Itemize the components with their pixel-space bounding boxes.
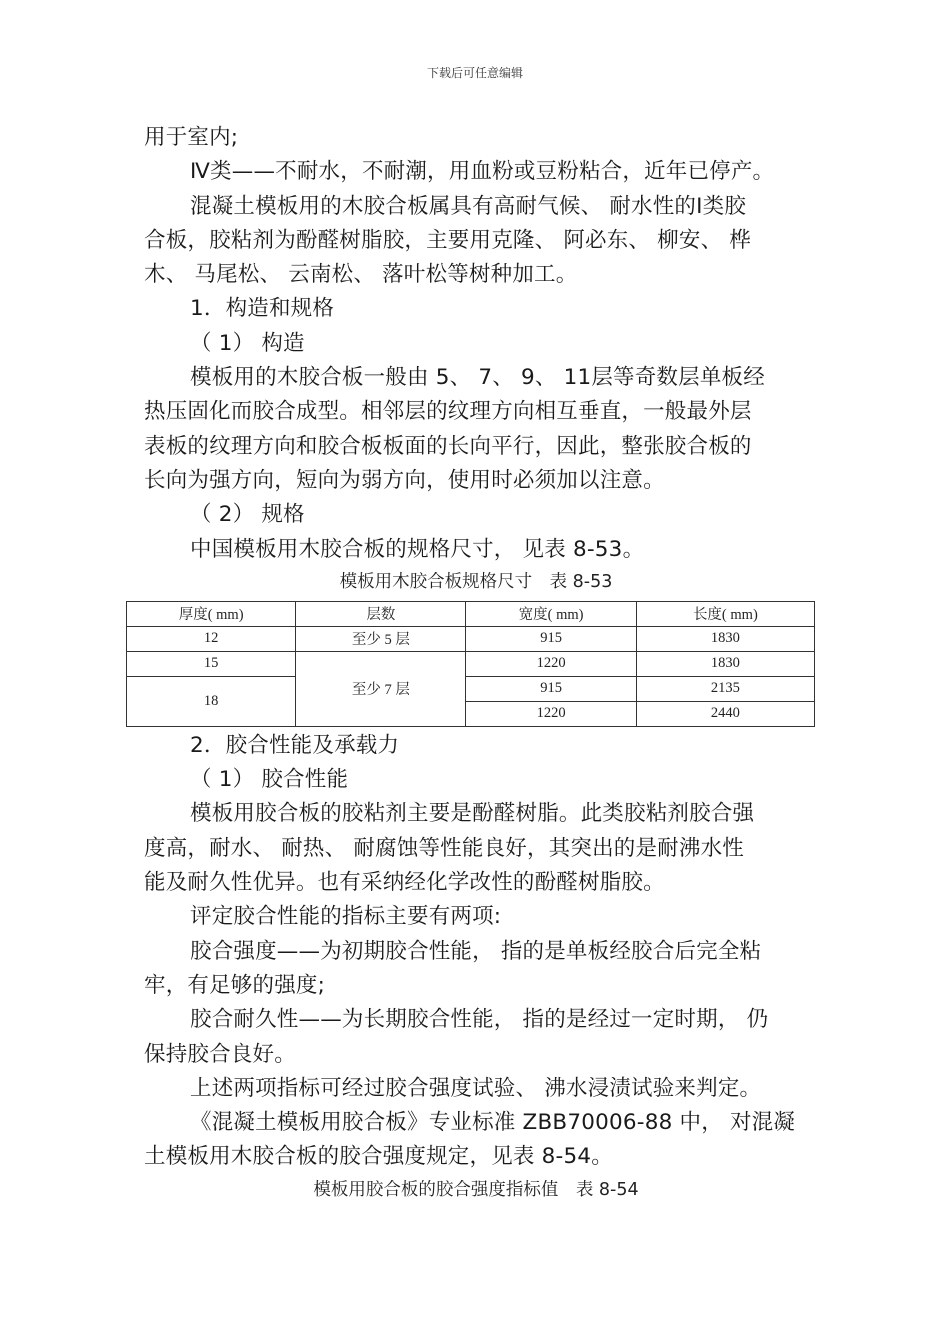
table-cell: 915: [466, 626, 636, 651]
paragraph-line: 牢，有足够的强度;: [144, 972, 326, 998]
table-row: [127, 651, 815, 676]
table-caption: 模板用木胶合板规格尺寸 表 8-53: [339, 571, 613, 592]
section-heading: 2．胶合性能及承载力: [190, 732, 400, 758]
subsection-heading: （ 1） 构造: [190, 330, 305, 356]
table-cell: 1220: [466, 651, 636, 676]
header-cell: 宽度( mm): [466, 601, 636, 626]
paragraph-line: 木、 马尾松、 云南松、 落叶松等树种加工。: [144, 262, 578, 288]
paragraph-line: 合板，胶粘剂为酚醛树脂胶，主要用克隆、 阿必东、 柳安、 桦: [144, 227, 752, 253]
paragraph-line: 胶合强度——为初期胶合性能， 指的是单板经胶合后完全粘: [190, 938, 762, 964]
paragraph-line: 长向为强方向，短向为弱方向，使用时必须加以注意。: [144, 467, 665, 493]
table-cell: 2135: [636, 676, 814, 701]
paragraph-line: 热压固化而胶合成型。相邻层的纹理方向相互垂直，一般最外层: [144, 399, 752, 425]
table-cell: 1830: [636, 626, 814, 651]
paragraph-line: 土模板用木胶合板的胶合强度规定，见表 8-54。: [144, 1144, 613, 1170]
paragraph-line: 模板用的木胶合板一般由 5、 7、 9、 11层等奇数层单板经: [190, 365, 765, 391]
table-row: [127, 626, 815, 651]
table-cell: 915: [466, 676, 636, 701]
table-caption: 模板用胶合板的胶合强度指标值 表 8-54: [313, 1179, 639, 1200]
paragraph-line: 中国模板用木胶合板的规格尺寸， 见表 8-53。: [190, 536, 645, 562]
section-heading: 1．构造和规格: [190, 296, 335, 322]
paragraph-line: 混凝土模板用的木胶合板属具有高耐气候、 耐水性的Ⅰ类胶: [190, 193, 747, 219]
header-cell: 层数: [296, 601, 466, 626]
table-cell: 1220: [466, 701, 636, 726]
paragraph-line: 用于室内;: [144, 125, 239, 150]
table-cell: 至少 7 层: [296, 651, 466, 726]
paragraph-line: 胶合耐久性——为长期胶合性能， 指的是经过一定时期， 仍: [190, 1007, 769, 1033]
paragraph-line: 评定胶合性能的指标主要有两项:: [190, 904, 502, 930]
header-cell: 厚度( mm): [127, 601, 296, 626]
table-cell: 12: [127, 626, 296, 651]
paragraph-line: 上述两项指标可经过胶合强度试验、 沸水浸渍试验来判定。: [190, 1075, 762, 1101]
paragraph-line: 度高，耐水、 耐热、 耐腐蚀等性能良好，其突出的是耐沸水性: [144, 835, 744, 861]
table-cell: 2440: [636, 701, 814, 726]
document-body: [144, 121, 808, 1205]
table-cell: 18: [127, 676, 296, 726]
subsection-heading: （ 2） 规格: [190, 502, 305, 528]
subsection-heading: （ 1） 胶合性能: [190, 767, 349, 793]
table-header-row: [127, 601, 815, 626]
table-cell: 1830: [636, 651, 814, 676]
table-row: [127, 676, 815, 701]
header-cell: 长度( mm): [636, 601, 814, 626]
paragraph-line: 《混凝土模板用胶合板》专业标准 ZBB70006-88 中， 对混凝: [190, 1110, 796, 1136]
table-cell: 15: [127, 651, 296, 676]
table-cell: 至少 5 层: [296, 626, 466, 651]
paragraph-line: 保持胶合良好。: [144, 1041, 296, 1067]
page-header: 下载后可任意编辑: [426, 66, 523, 80]
spec-table: [126, 601, 815, 727]
paragraph-line: 表板的纹理方向和胶合板板面的长向平行，因此，整张胶合板的: [144, 433, 752, 459]
paragraph-line: 模板用胶合板的胶粘剂主要是酚醛树脂。此类胶粘剂胶合强: [190, 801, 755, 827]
paragraph-line: 能及耐久性优异。也有采纳经化学改性的酚醛树脂胶。: [144, 870, 665, 896]
paragraph-line: Ⅳ类——不耐水，不耐潮，用血粉或豆粉粘合，近年已停产。: [190, 159, 775, 185]
